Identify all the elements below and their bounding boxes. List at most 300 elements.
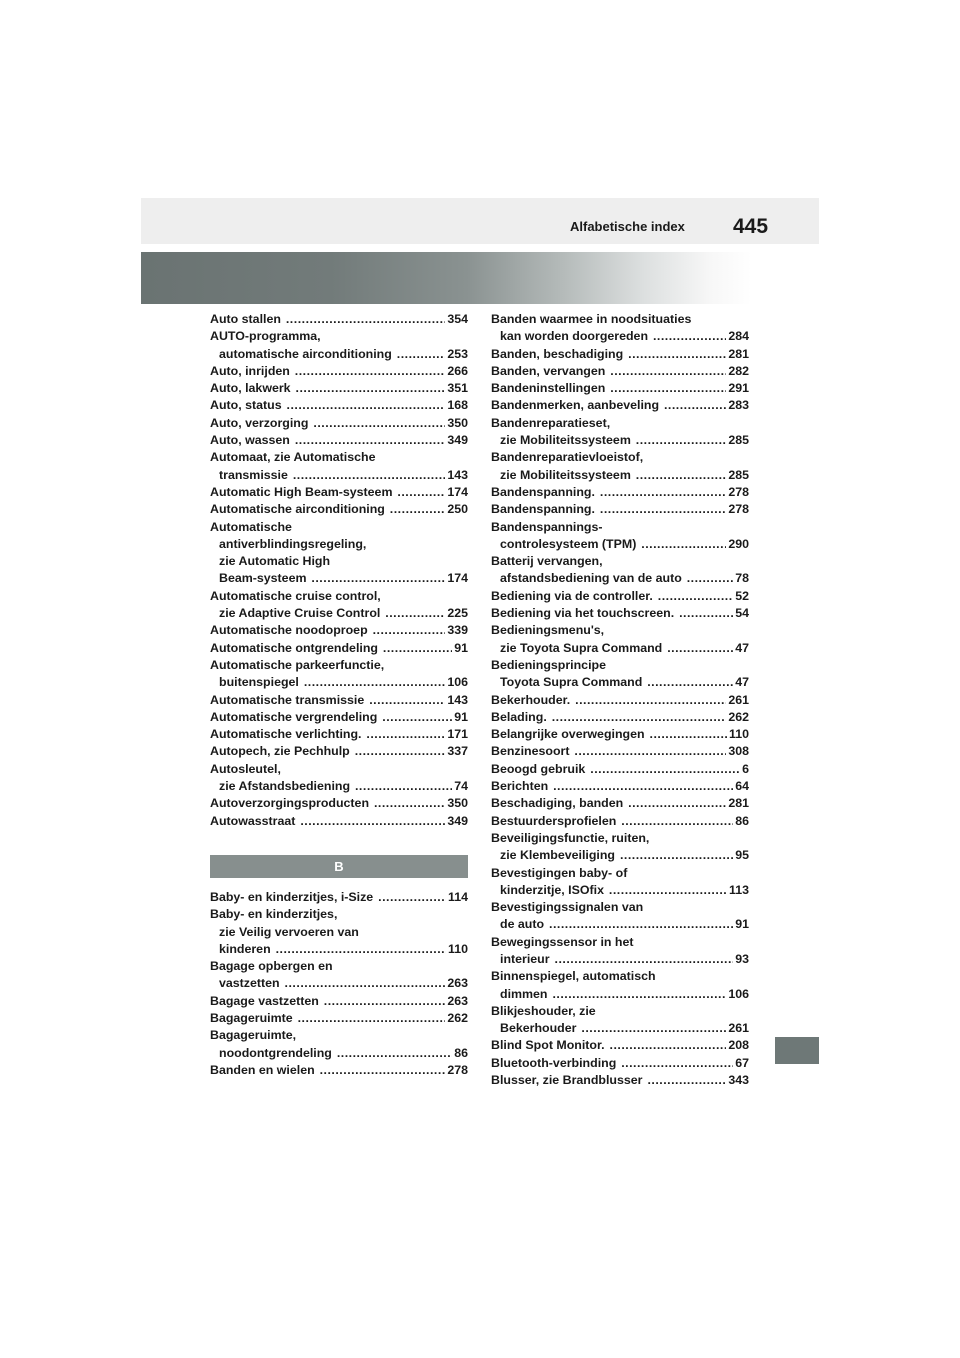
index-entry [210, 380, 468, 397]
index-page-ref: 284 [726, 328, 749, 345]
index-term: Belading. [491, 709, 547, 724]
dot-leader [210, 1062, 468, 1079]
index-term: Blind Spot Monitor. [491, 1038, 605, 1053]
index-term: automatische airconditioning [219, 346, 392, 361]
index-entry-last-line [210, 778, 468, 795]
index-term: Autoverzorgingsproducten [210, 796, 370, 811]
index-entry [491, 1072, 749, 1089]
index-entry [210, 692, 468, 709]
dot-leader [500, 951, 749, 968]
index-entry [491, 761, 749, 778]
index-page-ref: 110 [727, 726, 749, 743]
index-entry-last-line [210, 605, 468, 622]
index-page-ref: 47 [733, 640, 749, 657]
index-entry [210, 657, 468, 692]
index-entry [491, 519, 749, 554]
dot-leader [500, 882, 749, 899]
index-term: Bevestigingssignalen van [491, 900, 644, 915]
index-entry [210, 519, 468, 588]
index-entry-last-line [210, 311, 468, 328]
index-page-ref: 266 [445, 363, 468, 380]
index-term: vastzetten [219, 976, 280, 991]
dot-leader [491, 588, 749, 605]
index-entry [491, 622, 749, 657]
index-entry-last-line [491, 795, 749, 812]
index-entry [491, 830, 749, 865]
index-entry-last-line [210, 1062, 468, 1079]
index-entry [491, 692, 749, 709]
index-page-ref: 168 [445, 397, 468, 414]
index-term: Bagageruimte [210, 1010, 293, 1025]
index-page-ref: 278 [726, 501, 749, 518]
index-entry-last-line [491, 536, 749, 553]
dot-leader [210, 432, 468, 449]
index-page-ref: 113 [727, 882, 749, 899]
index-term: kinderzitje, ISOfix [500, 882, 604, 897]
dot-leader [491, 1072, 749, 1089]
index-entry [491, 1037, 749, 1054]
index-page-ref: 285 [726, 432, 749, 449]
index-entry [210, 501, 468, 518]
index-page-ref: 91 [452, 640, 468, 657]
index-entry-last-line [491, 882, 749, 899]
dot-leader [491, 1037, 749, 1054]
index-term: Banden, vervangen [491, 363, 606, 378]
index-page-ref: 74 [452, 778, 468, 795]
index-term: Blikjeshouder, zie [491, 1003, 596, 1018]
index-term: Autosleutel, [210, 761, 281, 776]
index-entry [210, 484, 468, 501]
index-entry [491, 1003, 749, 1038]
dot-leader [219, 941, 468, 958]
dot-leader [210, 640, 468, 657]
index-entry-last-line [210, 889, 468, 906]
index-entry [491, 899, 749, 934]
index-term: Beschadiging, banden [491, 796, 624, 811]
dot-leader [500, 916, 749, 933]
index-term: AUTO-programma, [210, 329, 321, 344]
index-page-ref: 262 [445, 1010, 468, 1027]
dot-leader [219, 346, 468, 363]
index-term: Automatische parkeerfunctie, [210, 657, 385, 672]
index-entry [210, 906, 468, 958]
index-entry [210, 889, 468, 906]
index-term: Automatische cruise control, [210, 588, 381, 603]
dot-leader [491, 484, 749, 501]
index-term: Bedieningsprincipe [491, 657, 606, 672]
index-entry-last-line [210, 941, 468, 958]
index-entry [491, 657, 749, 692]
index-term: Bagageruimte, [210, 1028, 297, 1043]
index-entry [210, 449, 468, 484]
index-entry [491, 743, 749, 760]
index-list-b-continued [491, 311, 749, 1089]
index-entry [210, 311, 468, 328]
index-page-ref: 339 [445, 622, 468, 639]
index-page-ref: 350 [445, 795, 468, 812]
index-page-ref: 143 [445, 467, 468, 484]
index-page-ref: 110 [446, 941, 468, 958]
index-entry [491, 380, 749, 397]
index-entry-last-line [491, 951, 749, 968]
dot-leader [500, 640, 749, 657]
index-term: Bediening via het touchscreen. [491, 606, 675, 621]
dot-leader [219, 778, 468, 795]
index-entry-last-line [210, 692, 468, 709]
index-term: Beam-systeem [219, 571, 307, 586]
index-term: Bandeninstellingen [491, 381, 606, 396]
index-term: Autopech, zie Pechhulp [210, 744, 350, 759]
index-term: Automatische ontgrendeling [210, 640, 378, 655]
index-entry [210, 709, 468, 726]
index-entry-last-line [491, 363, 749, 380]
index-page-ref: 278 [726, 484, 749, 501]
index-term: Auto, status [210, 398, 282, 413]
index-entry-last-line [210, 570, 468, 587]
index-entry [210, 640, 468, 657]
header-band [141, 198, 819, 244]
index-entry-last-line [491, 674, 749, 691]
index-term: Banden, beschadiging [491, 346, 624, 361]
chapter-tab-marker [775, 1037, 819, 1064]
index-entry-last-line [210, 432, 468, 449]
index-entry-last-line [210, 346, 468, 363]
index-entry-last-line [210, 1045, 468, 1062]
dot-leader [491, 346, 749, 363]
index-page-ref: 67 [733, 1055, 749, 1072]
index-page-ref: 208 [726, 1037, 749, 1054]
index-page-ref: 250 [445, 501, 468, 518]
index-entry [210, 397, 468, 414]
dot-leader [500, 328, 749, 345]
index-entry-last-line [210, 484, 468, 501]
index-term: kan worden doorgereden [500, 329, 649, 344]
index-page-ref: 171 [445, 726, 468, 743]
dot-leader [219, 1045, 468, 1062]
index-term: Auto, verzorging [210, 415, 309, 430]
index-entry-last-line [491, 380, 749, 397]
index-term: afstandsbediening van de auto [500, 571, 682, 586]
dot-leader [500, 536, 749, 553]
index-term: Blusser, zie Brandblusser [491, 1073, 643, 1088]
dot-leader [219, 674, 468, 691]
index-term: Baby- en kinderzitjes, i-Size [210, 889, 374, 904]
dot-leader [491, 743, 749, 760]
index-term: Binnenspiegel, automatisch [491, 969, 656, 984]
dot-leader [219, 605, 468, 622]
index-page-ref: 337 [445, 743, 468, 760]
index-term: zie Mobiliteitssysteem [500, 467, 631, 482]
dot-leader [219, 975, 468, 992]
index-entry [210, 743, 468, 760]
index-term: Batterij vervangen, [491, 554, 603, 569]
index-term: Baby- en kinderzitjes, [210, 907, 338, 922]
index-term: Toyota Supra Command [500, 675, 643, 690]
index-page-ref: 114 [446, 889, 468, 906]
index-term: Auto, wassen [210, 433, 290, 448]
index-term: controlesysteem (TPM) [500, 536, 637, 551]
index-entry [491, 397, 749, 414]
dot-leader [210, 726, 468, 743]
dot-leader [491, 813, 749, 830]
index-page-ref: 47 [733, 674, 749, 691]
index-entry [491, 484, 749, 501]
index-entry [210, 622, 468, 639]
index-entry [491, 346, 749, 363]
dot-leader [491, 501, 749, 518]
index-entry-last-line [491, 346, 749, 363]
index-entry [491, 1055, 749, 1072]
dot-leader [500, 467, 749, 484]
dot-leader [210, 889, 468, 906]
index-entry [491, 709, 749, 726]
index-entry-last-line [491, 778, 749, 795]
index-entry-last-line [491, 986, 749, 1003]
index-term: Bagage vastzetten [210, 993, 319, 1008]
index-entry-last-line [491, 847, 749, 864]
index-entry-last-line [210, 975, 468, 992]
index-page-ref: 174 [445, 570, 468, 587]
index-entry-last-line [210, 397, 468, 414]
index-term: Automaat, zie Automatische [210, 450, 376, 465]
dot-leader [500, 570, 749, 587]
index-term: Automatic High Beam-systeem [210, 484, 393, 499]
dot-leader [210, 743, 468, 760]
index-entry [491, 415, 749, 450]
index-entry-last-line [210, 709, 468, 726]
dot-leader [491, 726, 749, 743]
index-list-b [210, 889, 468, 1079]
index-entry [210, 415, 468, 432]
index-entry [210, 328, 468, 363]
index-page-ref: 343 [726, 1072, 749, 1089]
index-page-ref: 6 [740, 761, 749, 778]
index-term: Bandenmerken, aanbeveling [491, 398, 660, 413]
index-page-ref: 263 [445, 975, 468, 992]
section-letter: B [334, 858, 344, 874]
index-page-ref: 290 [726, 536, 749, 553]
dot-leader [219, 570, 468, 587]
index-term: Automatische [210, 519, 292, 534]
index-entry [210, 432, 468, 449]
dot-leader [210, 501, 468, 518]
index-entry-last-line [210, 640, 468, 657]
section-header-b [210, 855, 468, 878]
index-entry-last-line [210, 501, 468, 518]
index-term: Bandenspanning. [491, 484, 595, 499]
dot-leader [500, 674, 749, 691]
index-entry [491, 778, 749, 795]
index-entry [210, 813, 468, 830]
index-page-ref: 354 [445, 311, 468, 328]
dot-leader [210, 311, 468, 328]
index-term: Benzinesoort [491, 744, 570, 759]
page-number: 445 [733, 215, 769, 238]
index-page-ref: 93 [733, 951, 749, 968]
index-term: Automatische transmissie [210, 692, 365, 707]
dot-leader [491, 605, 749, 622]
index-entry [491, 605, 749, 622]
index-entry-last-line [491, 484, 749, 501]
dot-leader [210, 813, 468, 830]
index-entry-last-line [491, 709, 749, 726]
dot-leader [491, 380, 749, 397]
index-entry-last-line [491, 761, 749, 778]
index-term: zie Automatic High [219, 554, 331, 569]
index-term: Bediening via de controller. [491, 588, 653, 603]
index-entry-last-line [491, 640, 749, 657]
index-entry-last-line [491, 813, 749, 830]
index-term: Automatische noodoproep [210, 623, 368, 638]
index-entry [491, 363, 749, 380]
index-entry [491, 795, 749, 812]
index-page-ref: 349 [445, 813, 468, 830]
index-entry-last-line [210, 795, 468, 812]
index-entry [210, 726, 468, 743]
index-term: Bewegingssensor in het [491, 934, 634, 949]
index-entry-last-line [210, 993, 468, 1010]
index-page-ref: 282 [726, 363, 749, 380]
index-entry-last-line [210, 467, 468, 484]
index-entry-last-line [210, 380, 468, 397]
index-page-ref: 291 [726, 380, 749, 397]
index-page-ref: 261 [726, 1020, 749, 1037]
index-term: Bandenspanning. [491, 502, 595, 517]
index-term: zie Mobiliteitssysteem [500, 433, 631, 448]
dot-leader [219, 467, 468, 484]
index-entry-last-line [491, 467, 749, 484]
index-entry-last-line [491, 726, 749, 743]
index-page-ref: 106 [445, 674, 468, 691]
index-term: Belangrijke overwegingen [491, 727, 645, 742]
index-term: Auto, inrijden [210, 363, 290, 378]
index-page-ref: 54 [733, 605, 749, 622]
index-entry-last-line [210, 363, 468, 380]
dot-leader [491, 761, 749, 778]
index-entry-last-line [491, 432, 749, 449]
index-entry-last-line [491, 570, 749, 587]
index-term: Banden en wielen [210, 1062, 315, 1077]
index-entry [210, 363, 468, 380]
index-page-ref: 78 [733, 570, 749, 587]
dot-leader [210, 1010, 468, 1027]
index-page-ref: 285 [726, 467, 749, 484]
index-entry [491, 865, 749, 900]
index-term: Bagage opbergen en [210, 959, 333, 974]
dot-leader [210, 622, 468, 639]
index-term: Beveiligingsfunctie, ruiten, [491, 830, 650, 845]
index-page-ref: 253 [445, 346, 468, 363]
index-term: Bandenreparatievloeistof, [491, 450, 644, 465]
index-entry-last-line [210, 1010, 468, 1027]
index-entry-last-line [491, 1072, 749, 1089]
section-title: Alfabetische index [570, 219, 685, 234]
dot-leader [491, 692, 749, 709]
dot-leader [500, 1020, 749, 1037]
index-entry [210, 1010, 468, 1027]
index-entry [210, 761, 468, 796]
index-entry-last-line [491, 1020, 749, 1037]
index-page-ref: 91 [452, 709, 468, 726]
index-entry [210, 588, 468, 623]
dot-leader [210, 795, 468, 812]
index-page-ref: 350 [445, 415, 468, 432]
index-term: kinderen [219, 941, 271, 956]
dot-leader [500, 847, 749, 864]
index-entry-last-line [491, 328, 749, 345]
index-entry [210, 795, 468, 812]
index-entry-last-line [491, 692, 749, 709]
index-page-ref: 86 [733, 813, 749, 830]
index-entry-last-line [210, 726, 468, 743]
index-term: dimmen [500, 986, 548, 1001]
index-entry-last-line [491, 501, 749, 518]
index-term: Bandenreparatieset, [491, 415, 611, 430]
index-page-ref: 281 [726, 346, 749, 363]
index-entry-last-line [210, 743, 468, 760]
index-term: Automatische vergrendeling [210, 709, 378, 724]
index-term: interieur [500, 951, 550, 966]
index-term: zie Toyota Supra Command [500, 640, 663, 655]
dot-leader [210, 363, 468, 380]
index-term: Bedieningsmenu's, [491, 623, 605, 638]
dot-leader [210, 692, 468, 709]
index-term: zie Klembeveiliging [500, 848, 615, 863]
dot-leader [491, 795, 749, 812]
index-entry-last-line [491, 397, 749, 414]
index-page-ref: 349 [445, 432, 468, 449]
index-entry-last-line [210, 813, 468, 830]
dot-leader [491, 1055, 749, 1072]
index-entry [491, 553, 749, 588]
index-page-ref: 263 [445, 993, 468, 1010]
index-page-ref: 91 [733, 916, 749, 933]
index-page-ref: 64 [733, 778, 749, 795]
index-entry [210, 993, 468, 1010]
index-column-left [210, 311, 468, 1079]
index-entry [491, 934, 749, 969]
index-term: Auto, lakwerk [210, 381, 291, 396]
index-entry [491, 501, 749, 518]
index-page-ref: 52 [733, 588, 749, 605]
index-list-a [210, 311, 468, 830]
index-term: Autowasstraat [210, 813, 296, 828]
dot-leader [210, 993, 468, 1010]
dot-leader [491, 397, 749, 414]
index-page-ref: 283 [726, 397, 749, 414]
index-term: Automatische airconditioning [210, 502, 385, 517]
index-term: Bekerhouder. [491, 692, 571, 707]
dot-leader [210, 415, 468, 432]
index-entry [210, 1062, 468, 1079]
dot-leader [210, 484, 468, 501]
index-term: buitenspiegel [219, 675, 299, 690]
index-term: Automatische verlichting. [210, 727, 362, 742]
index-page-ref: 143 [445, 692, 468, 709]
index-page-ref: 308 [726, 743, 749, 760]
index-page-ref: 262 [726, 709, 749, 726]
index-entry [491, 968, 749, 1003]
index-page-ref: 95 [733, 847, 749, 864]
index-entry [210, 958, 468, 993]
dot-leader [210, 380, 468, 397]
index-entry [491, 813, 749, 830]
index-term: Bevestigingen baby- of [491, 865, 628, 880]
index-entry [210, 1027, 468, 1062]
index-term: de auto [500, 917, 545, 932]
index-term: Bluetooth-verbinding [491, 1055, 617, 1070]
index-term: Bekerhouder [500, 1021, 577, 1036]
